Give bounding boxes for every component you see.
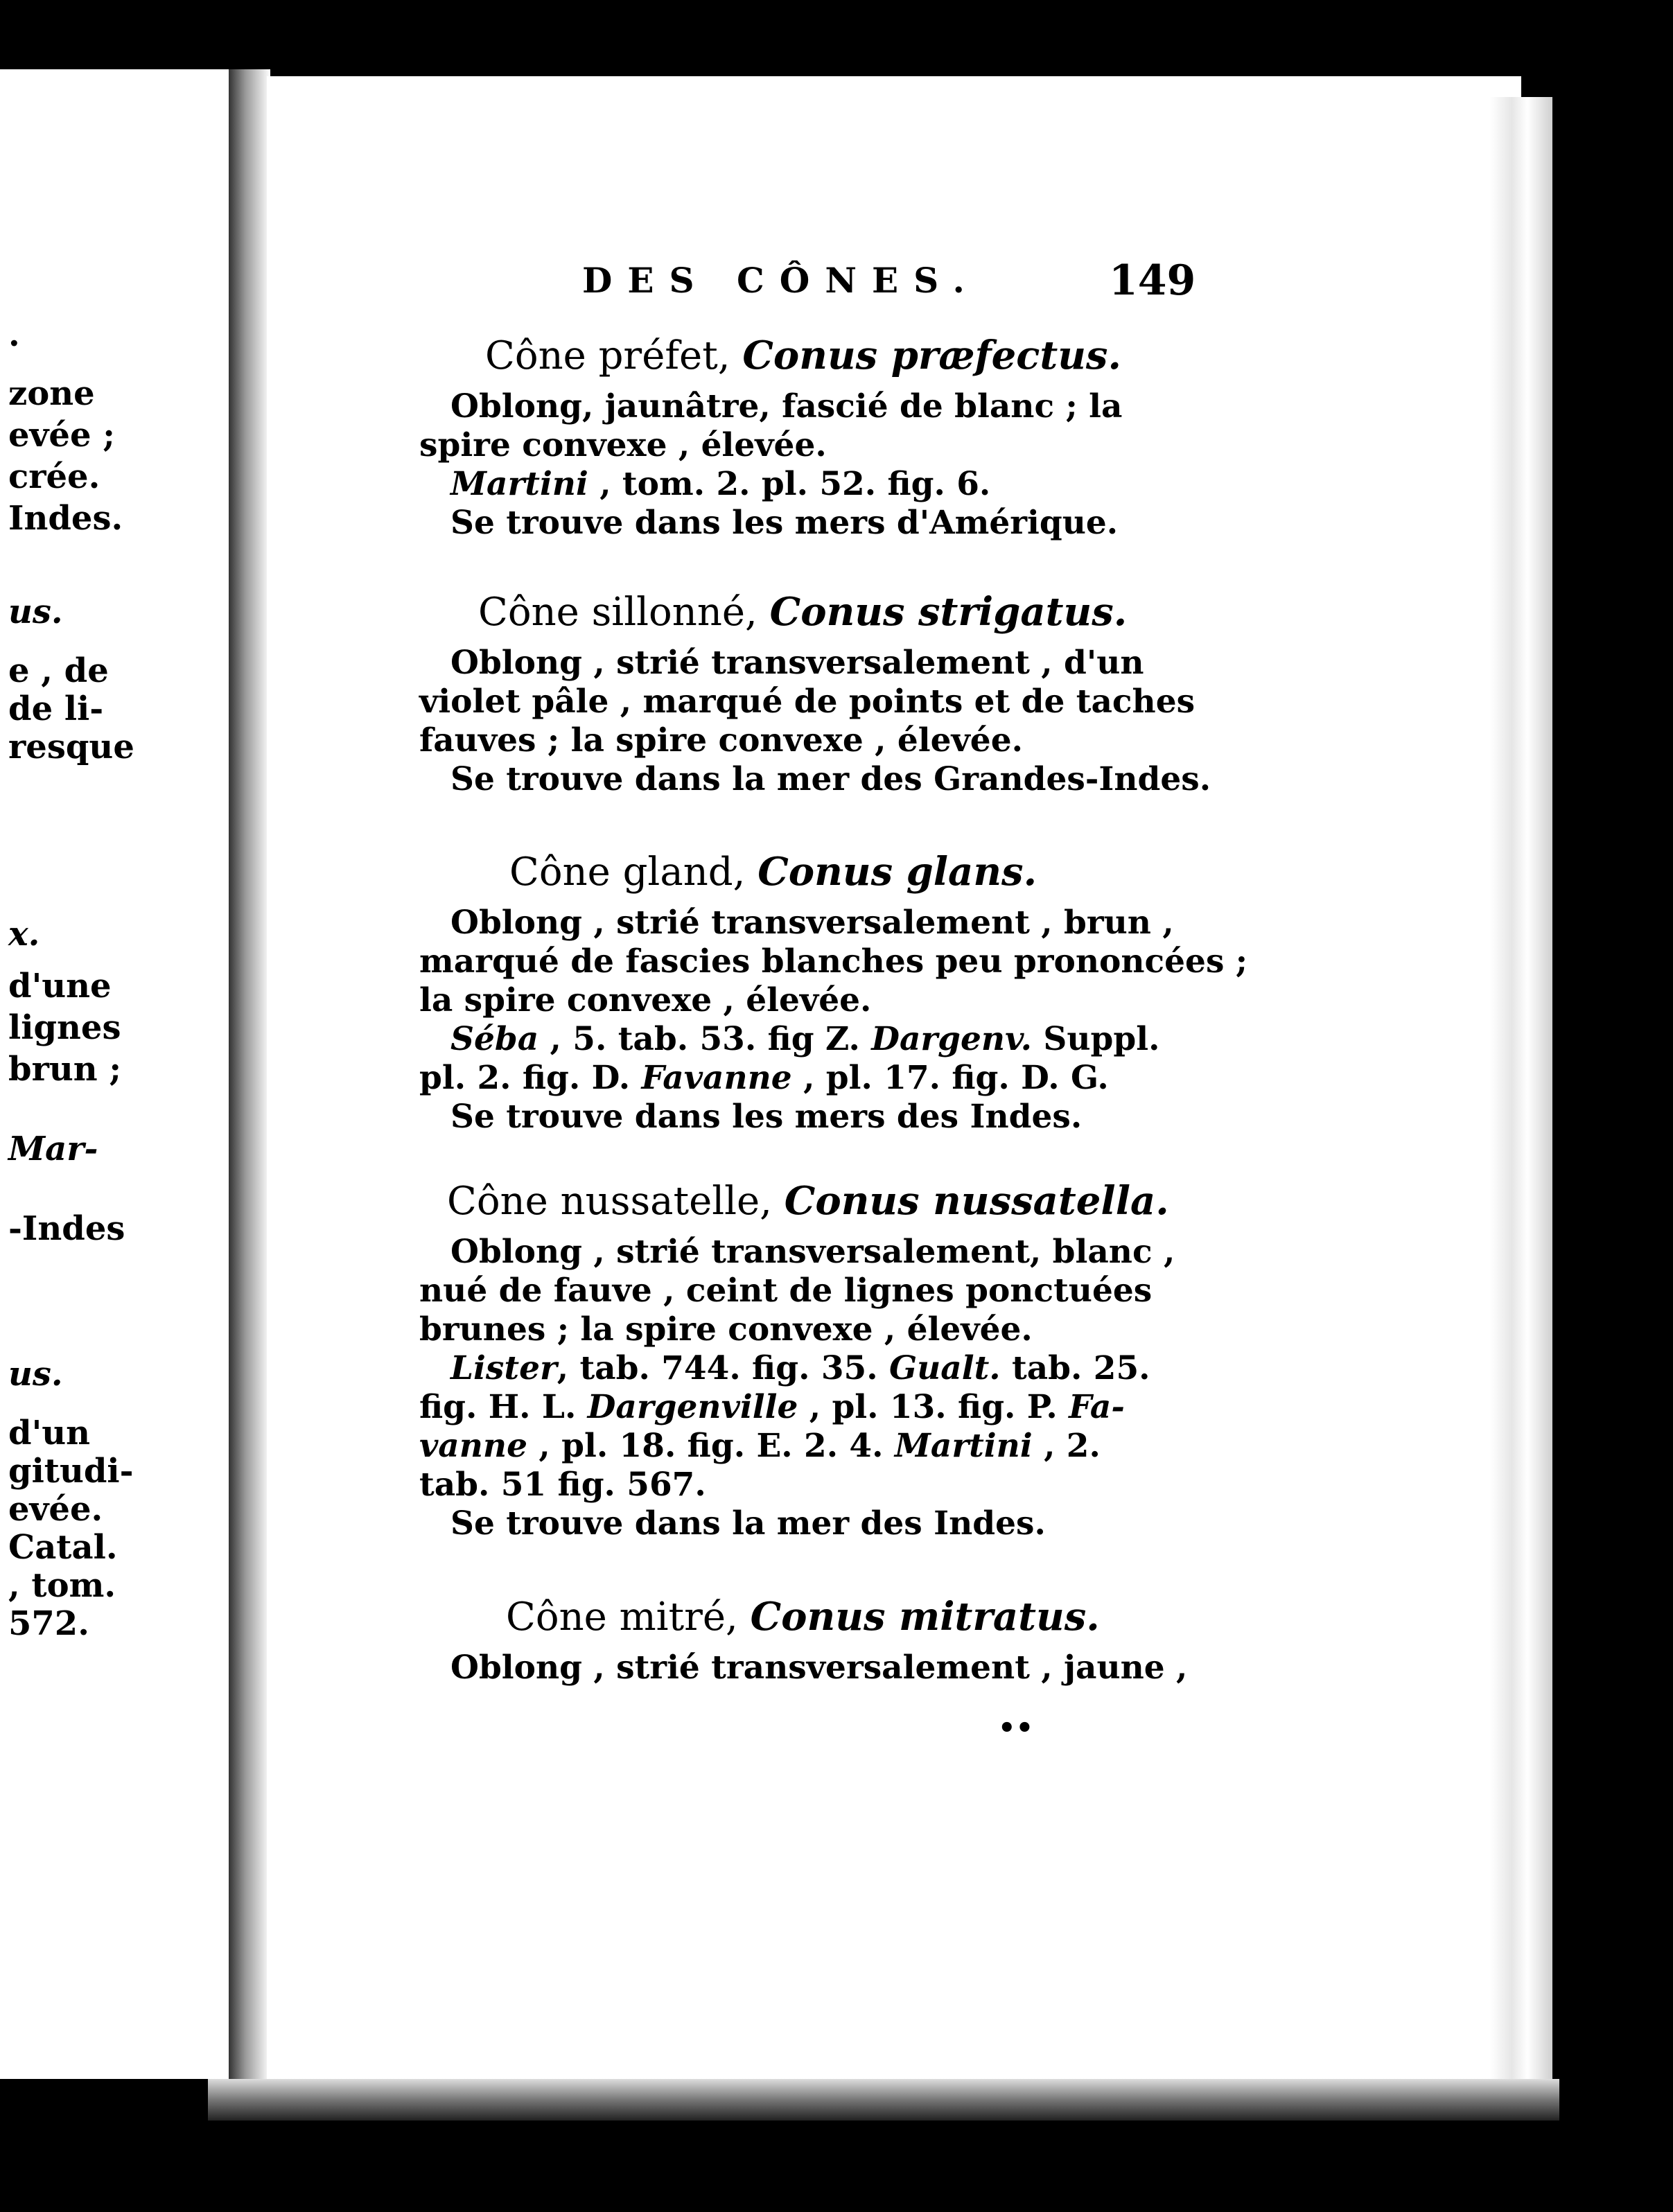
entry-line xyxy=(419,721,1023,761)
entry-line xyxy=(419,942,1247,982)
entry-line xyxy=(450,760,1211,800)
entry-latin-name: Conus nussatella. xyxy=(784,1178,1169,1224)
book-gutter xyxy=(229,69,270,2107)
entry-text-run: Martini xyxy=(894,1427,1033,1465)
entry-title xyxy=(478,589,1127,635)
facing-page-fragment: Catal. xyxy=(8,1528,118,1567)
entry-text-run: brunes ; la spire convexe , élevée. xyxy=(419,1310,1033,1349)
entry-latin-name: Conus mitratus. xyxy=(750,1594,1100,1640)
entry-name: Cône préfet, xyxy=(485,333,743,378)
facing-page-fragment: de li- xyxy=(8,690,104,728)
entry-text-run: Favanne xyxy=(641,1059,792,1097)
facing-page-fragment: us. xyxy=(8,1355,63,1394)
entry-line xyxy=(450,643,1144,683)
facing-page-fragment: -Indes xyxy=(8,1209,125,1248)
entry-line xyxy=(450,1349,1150,1389)
entry-text-run: Se trouve dans les mers d'Amérique. xyxy=(450,504,1119,542)
entry-title xyxy=(447,1178,1169,1224)
entry-line xyxy=(450,1019,1159,1060)
entry-text-run: Lister xyxy=(450,1349,557,1387)
entry-line xyxy=(419,981,871,1021)
entry-title xyxy=(509,849,1037,895)
page-edge xyxy=(1490,97,1552,2079)
facing-page-fragment: evée ; xyxy=(8,416,115,455)
entry-line xyxy=(419,1271,1152,1311)
entry-line xyxy=(450,1504,1046,1544)
entry-line xyxy=(419,425,827,466)
facing-page-fragment: 572. xyxy=(8,1604,89,1643)
entry-text-run: Oblong , strié transversalement , brun , xyxy=(450,904,1174,942)
entry-text-run: Suppl. xyxy=(1032,1020,1160,1058)
facing-page-fragment: zone xyxy=(8,374,95,413)
entry-text-run: nué de fauve , ceint de lignes ponctuées xyxy=(419,1272,1153,1310)
entry-line xyxy=(450,503,1118,543)
entry-text-run: Séba xyxy=(450,1020,539,1058)
facing-page-fragment: Indes. xyxy=(8,499,123,538)
entry-line xyxy=(450,903,1174,943)
facing-page-fragment: x. xyxy=(8,915,40,954)
entry-text-run: Se trouve dans les mers des Indes. xyxy=(450,1098,1083,1136)
entry-text-run: Oblong , strié transversalement, blanc , xyxy=(450,1233,1175,1271)
entry-text-run: Gualt. xyxy=(888,1349,1001,1387)
entry-latin-name: Conus præfectus. xyxy=(742,333,1121,378)
facing-page-fragment: , tom. xyxy=(8,1566,116,1605)
entry-text-run: , tab. 744. fig. 35. xyxy=(557,1349,889,1387)
entry-text-run: , pl. 18. fig. E. 2. 4. xyxy=(527,1427,895,1465)
entry-text-run: pl. 2. fig. D. xyxy=(419,1059,642,1097)
entry-line xyxy=(419,1310,1033,1350)
facing-page-fragment: lignes xyxy=(8,1008,121,1047)
entry-text-run: , pl. 13. fig. P. xyxy=(798,1388,1069,1426)
entry-latin-name: Conus glans. xyxy=(757,849,1037,895)
entry-text-run: Dargenville xyxy=(587,1388,798,1426)
entry-text-run: marqué de fascies blanches peu prononcées ; xyxy=(419,942,1248,981)
entry-line xyxy=(419,1465,706,1505)
entry-text-run: Dargenv. xyxy=(871,1020,1033,1058)
facing-page-fragment: gitudi- xyxy=(8,1452,134,1491)
entry-text-run: fig. H. L. xyxy=(419,1388,588,1426)
entry-title xyxy=(485,333,1121,378)
facing-page-fragment: d'un xyxy=(8,1414,91,1452)
entry-text-run: spire convexe , élevée. xyxy=(419,426,827,464)
entry-text-run: violet pâle , marqué de points et de taches xyxy=(419,683,1195,721)
facing-page-fragment: resque xyxy=(8,728,134,766)
entry-title xyxy=(506,1594,1100,1640)
page-number: 149 xyxy=(1109,256,1196,305)
facing-page-fragment: Mar- xyxy=(8,1130,98,1168)
entry-latin-name: Conus strigatus. xyxy=(769,589,1128,635)
entry-text-run: tab. 25. xyxy=(1000,1349,1150,1387)
entry-text-run: Se trouve dans la mer des Grandes-Indes. xyxy=(450,760,1211,798)
facing-page-fragment: brun ; xyxy=(8,1050,122,1089)
facing-page-fragment: d'une xyxy=(8,967,112,1006)
running-head: DES CÔNES. xyxy=(582,260,980,301)
entry-line xyxy=(450,1648,1187,1688)
catchword: •• xyxy=(998,1712,1034,1744)
entry-name: Cône sillonné, xyxy=(478,590,770,635)
entry-name: Cône gland, xyxy=(509,850,758,895)
entry-text-run: Martini xyxy=(450,465,588,503)
entry-text-run: Oblong , strié transversalement , d'un xyxy=(450,644,1144,682)
facing-page-fragment: e , de xyxy=(8,651,109,690)
facing-page-fragment: us. xyxy=(8,592,63,631)
entry-line xyxy=(419,1426,1101,1466)
scan-background xyxy=(1552,0,1673,2212)
entry-line xyxy=(450,1232,1175,1272)
entry-name: Cône nussatelle, xyxy=(447,1179,785,1224)
entry-text-run: , pl. 17. fig. D. G. xyxy=(791,1059,1109,1097)
entry-line xyxy=(419,1387,1125,1428)
entry-line xyxy=(419,682,1195,722)
page-bottom-edge xyxy=(208,2079,1559,2121)
entry-line xyxy=(450,1097,1082,1137)
entry-text-run: fauves ; la spire convexe , élevée. xyxy=(419,721,1023,760)
facing-page-fragment: crée. xyxy=(8,457,100,496)
entry-text-run: , 5. tab. 53. fig Z. xyxy=(538,1020,872,1058)
entry-line xyxy=(419,1058,1109,1098)
facing-page-fragment: evée. xyxy=(8,1490,103,1529)
entry-text-run: Se trouve dans la mer des Indes. xyxy=(450,1504,1046,1543)
entry-text-run: tab. 51 fig. 567. xyxy=(419,1466,706,1504)
entry-text-run: , tom. 2. pl. 52. fig. 6. xyxy=(588,465,991,503)
entry-text-run: vanne xyxy=(419,1427,528,1465)
entry-text-run: la spire convexe , élevée. xyxy=(419,981,872,1019)
entry-text-run: , 2. xyxy=(1032,1427,1101,1465)
entry-name: Cône mitré, xyxy=(506,1595,751,1640)
entry-line xyxy=(450,387,1122,427)
entry-text-run: Fa- xyxy=(1069,1388,1125,1426)
entry-text-run: Oblong , strié transversalement , jaune , xyxy=(450,1649,1188,1687)
entry-text-run: Oblong, jaunâtre, fascié de blanc ; la xyxy=(450,387,1123,425)
entry-line xyxy=(450,464,990,504)
facing-page-fragment: . xyxy=(8,315,20,354)
